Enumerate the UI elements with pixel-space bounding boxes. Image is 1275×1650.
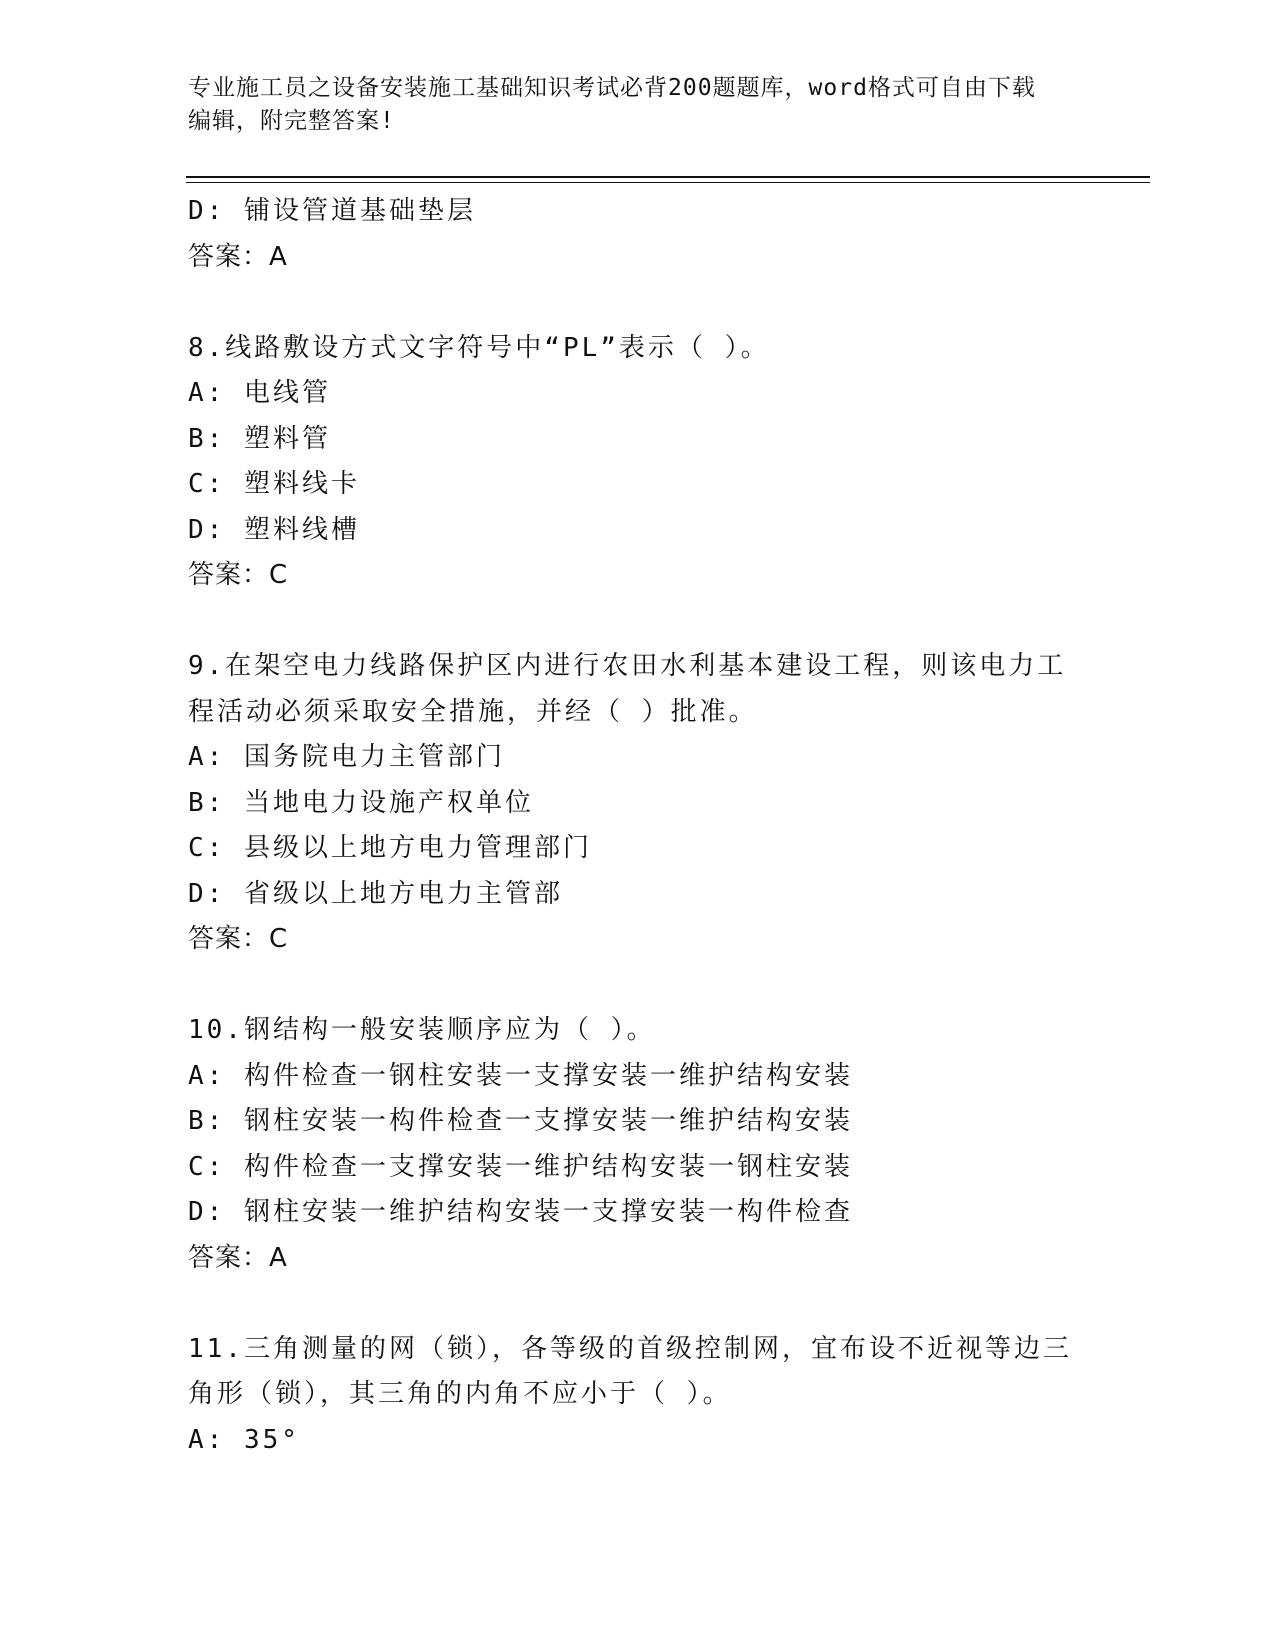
answer: 答案：C: [188, 560, 289, 590]
spacer: [188, 599, 1088, 645]
page-header: [188, 72, 1068, 138]
option-b: B: 当地电力设施产权单位: [188, 787, 534, 818]
question-stem: 8.线路敷设方式文字符号中“PL”表示（ ）。: [188, 332, 770, 363]
option-c: C: 塑料线卡: [188, 469, 360, 499]
option-d: D: 钢柱安装一维护结构安装一支撑安装一构件检查: [188, 1197, 853, 1227]
option-a: A: 国务院电力主管部门: [188, 742, 505, 772]
header-divider-thin: [186, 182, 1150, 183]
spacer: [188, 280, 1088, 326]
answer: 答案：C: [188, 924, 289, 954]
option-a: A: 电线管: [188, 378, 331, 408]
option-a: A: 构件检查一钢柱安装一支撑安装一维护结构安装: [188, 1060, 853, 1091]
header-line-1: 专业施工员之设备安装施工基础知识考试必背200题题库，word格式可自由下载: [188, 75, 1036, 101]
question-10: [188, 1008, 1088, 1281]
answer: 答案：A: [188, 1242, 288, 1273]
option-a: A: 35°: [188, 1424, 300, 1455]
option-d: D: 铺设管道基础垫层: [188, 196, 476, 226]
header-line-2: 编辑，附完整答案!: [188, 108, 395, 134]
question-stem-line-1: 11.三角测量的网（锁），各等级的首级控制网，宜布设不近视等边三: [188, 1333, 1072, 1364]
question-9: [188, 644, 1088, 963]
header-divider-thick: [186, 176, 1150, 178]
option-d: D: 塑料线槽: [188, 514, 360, 545]
option-b: B: 钢柱安装一构件检查一支撑安装一维护结构安装: [188, 1106, 853, 1136]
option-c: C: 县级以上地方电力管理部门: [188, 833, 592, 863]
question-8: [188, 326, 1088, 599]
option-b: B: 塑料管: [188, 423, 331, 454]
spacer: [188, 963, 1088, 1009]
spacer: [188, 1281, 1088, 1327]
question-stem-line-1: 9.在架空电力线路保护区内进行农田水利基本建设工程，则该电力工: [188, 651, 1067, 681]
question-list: [188, 189, 1088, 1463]
question-stem-line-2: 程活动必须采取安全措施，并经（ ）批准。: [188, 696, 758, 727]
question-11: [188, 1327, 1088, 1464]
question-stem-line-2: 角形（锁），其三角的内角不应小于（ ）。: [188, 1379, 732, 1409]
option-d: D: 省级以上地方电力主管部: [188, 878, 563, 909]
option-c: C: 构件检查一支撑安装一维护结构安装一钢柱安装: [188, 1151, 853, 1182]
answer: 答案：A: [188, 241, 288, 272]
question-7-tail: [188, 189, 1088, 280]
question-stem: 10.钢结构一般安装顺序应为（ ）。: [188, 1015, 656, 1045]
